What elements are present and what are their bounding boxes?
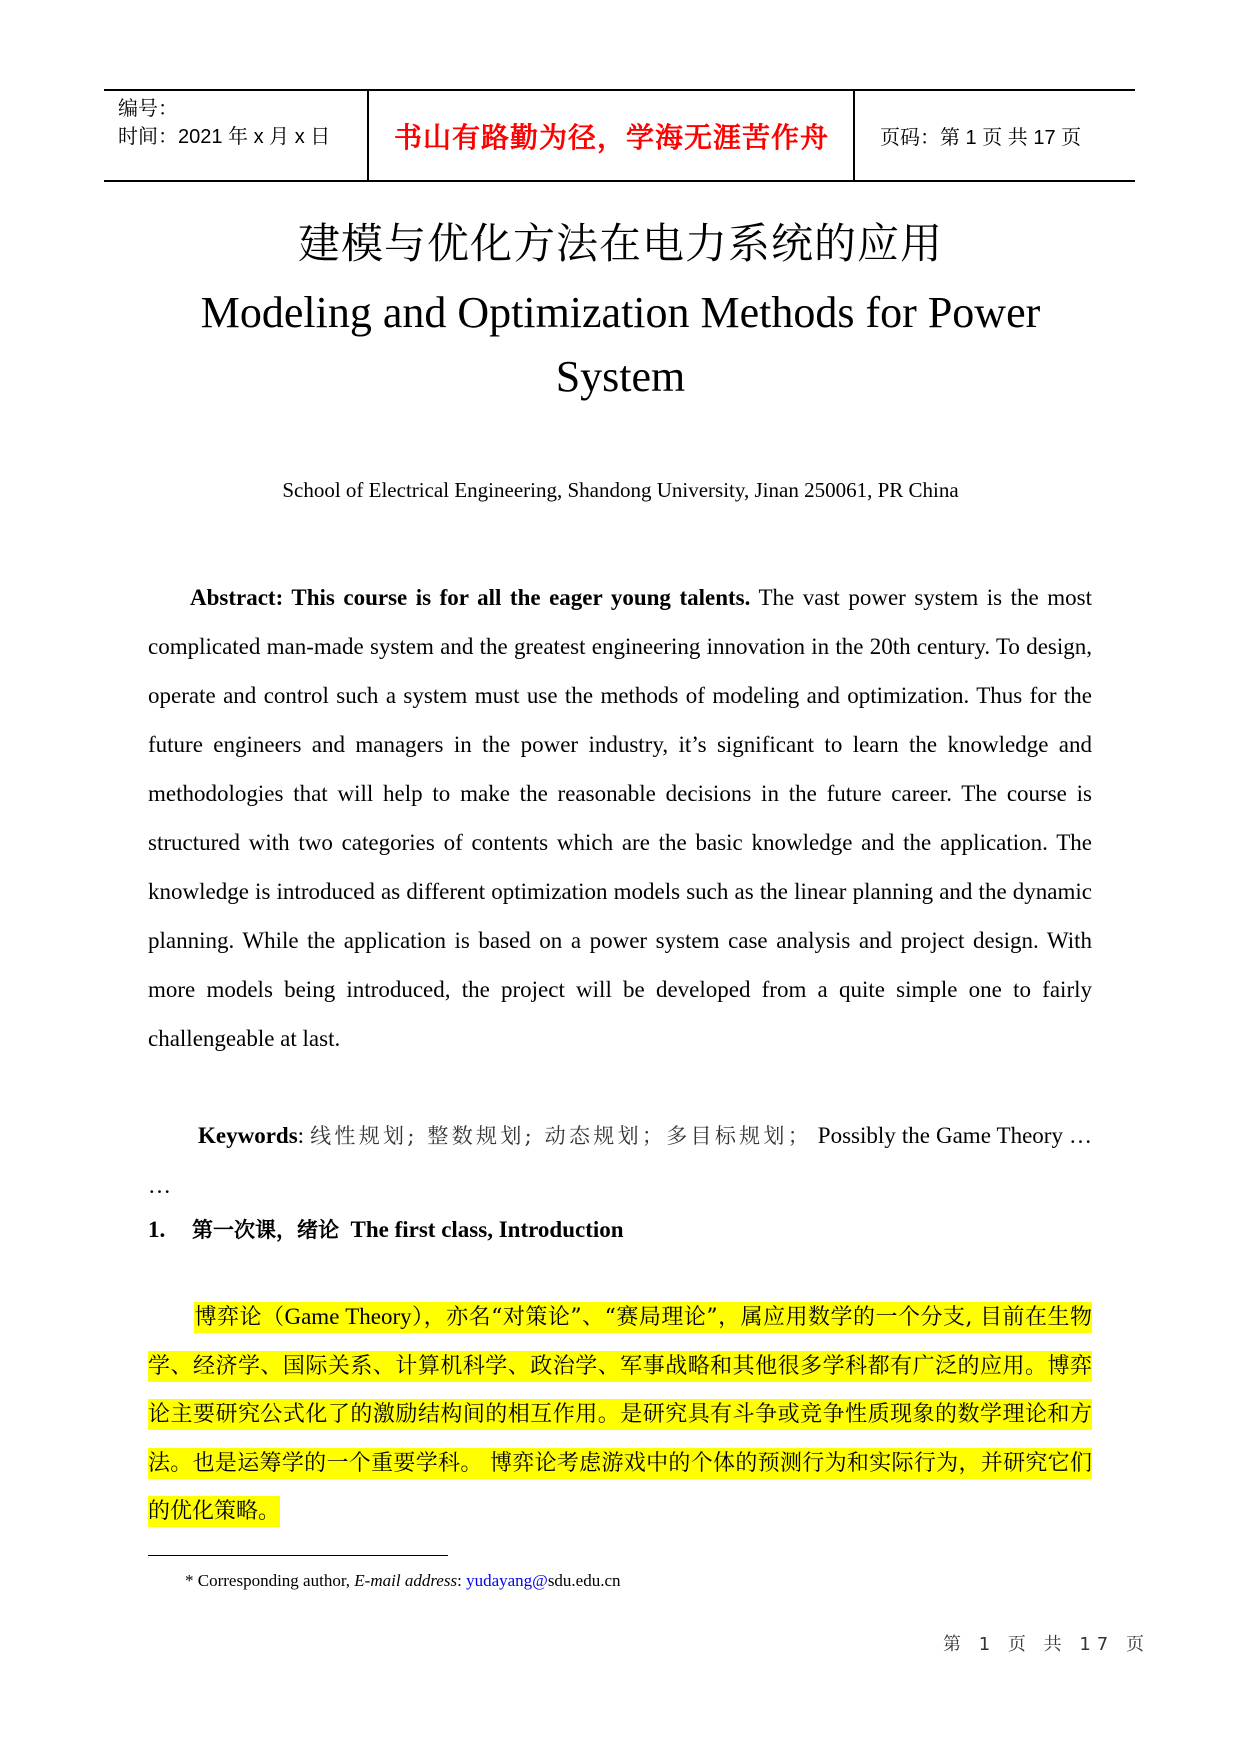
keywords-chinese: 线性规划; 整数规划; 动态规划；多目标规划； [310,1124,812,1148]
affiliation: School of Electrical Engineering, Shandong University, Jinan 250061, PR China [282,478,959,502]
section-title-en: The first class, Introduction [350,1217,624,1242]
hl-part1: 博弈论（ [194,1305,285,1330]
hl-english-term: Game Theory [284,1304,412,1329]
email-link[interactable]: yudayang@ [466,1571,548,1590]
section-heading [148,1212,624,1248]
highlighted-text [148,1302,1092,1527]
email-domain: sdu.edu.cn [547,1571,621,1590]
footnote-sep: : [457,1571,467,1590]
keywords-label: Keywords [198,1123,298,1148]
header-motto: 书山有路勤为径，学海无涯苦作舟 [393,120,829,154]
footnote-email-label: E-mail address [354,1571,458,1590]
highlighted-paragraph [148,1293,1092,1537]
title-chinese: 建模与优化方法在电力系统的应用 [297,219,943,268]
section-title-cn: 第一次课，绪论 [192,1218,339,1242]
header-page-info: 页码：第 1 页 共 17 页 [880,127,1082,149]
abstract-body: The vast power system is the most complicated man-made system and the greatest engineering innovation in the 20th century. To design, operate and control such a system must use the methods of modeling and optimization. Thus for the future engineers and managers in the power industry, it’s significant to learn the knowledge and methodologies that will help to make the reasonable decisions in the future career. The course is structured with two categories of contents which are the basic knowledge and the application. The knowledge is introduced as different optimization models such as the linear planning and the dynamic planning. While the application is based on a power system case analysis and project design. With more models being introduced, the project will be developed from a quite simple one to fairly challengeable at last. [148,585,1092,1051]
hl-part2: ），亦名“对策论”、“赛局理论”，属应用数学的一个分支, 目前在生物学、经济学、国际关系、计算机科学、政治学、军事战略和其他很多学科都有广泛的应用。博弈论主要研究公式化了的激励结构间的相互作用。是研究具有斗争或竞争性质现象的数学理论和方法。也是运筹学的一个重要学科。 博弈论考虑游戏中的个体的预测行为和实际行为，并研究它们的优化策略。 [148,1305,1092,1524]
date-label: 时间：2021 年 x 月 x 日 [118,126,331,148]
section-number: 1. [148,1217,166,1242]
document-header [104,89,1135,182]
abstract-label: Abstract: [190,585,284,610]
header-meta [118,95,330,151]
keywords-english: Possibly the Game Theory … … [148,1123,1093,1198]
serial-label: 编号： [118,98,178,120]
footnote [185,1570,621,1592]
page-number-footer: 第 1 页 共 17 页 [943,1634,1150,1655]
footnote-prefix: * Corresponding author, [185,1571,355,1590]
keywords-colon: : [297,1123,311,1148]
title-english: Modeling and Optimization Methods for Power System [200,288,1041,401]
abstract-lead: This course is for all the eager young talents. [283,585,751,610]
footnote-separator [148,1555,448,1556]
abstract-paragraph [148,573,1092,1063]
keywords-paragraph [148,1111,1092,1210]
